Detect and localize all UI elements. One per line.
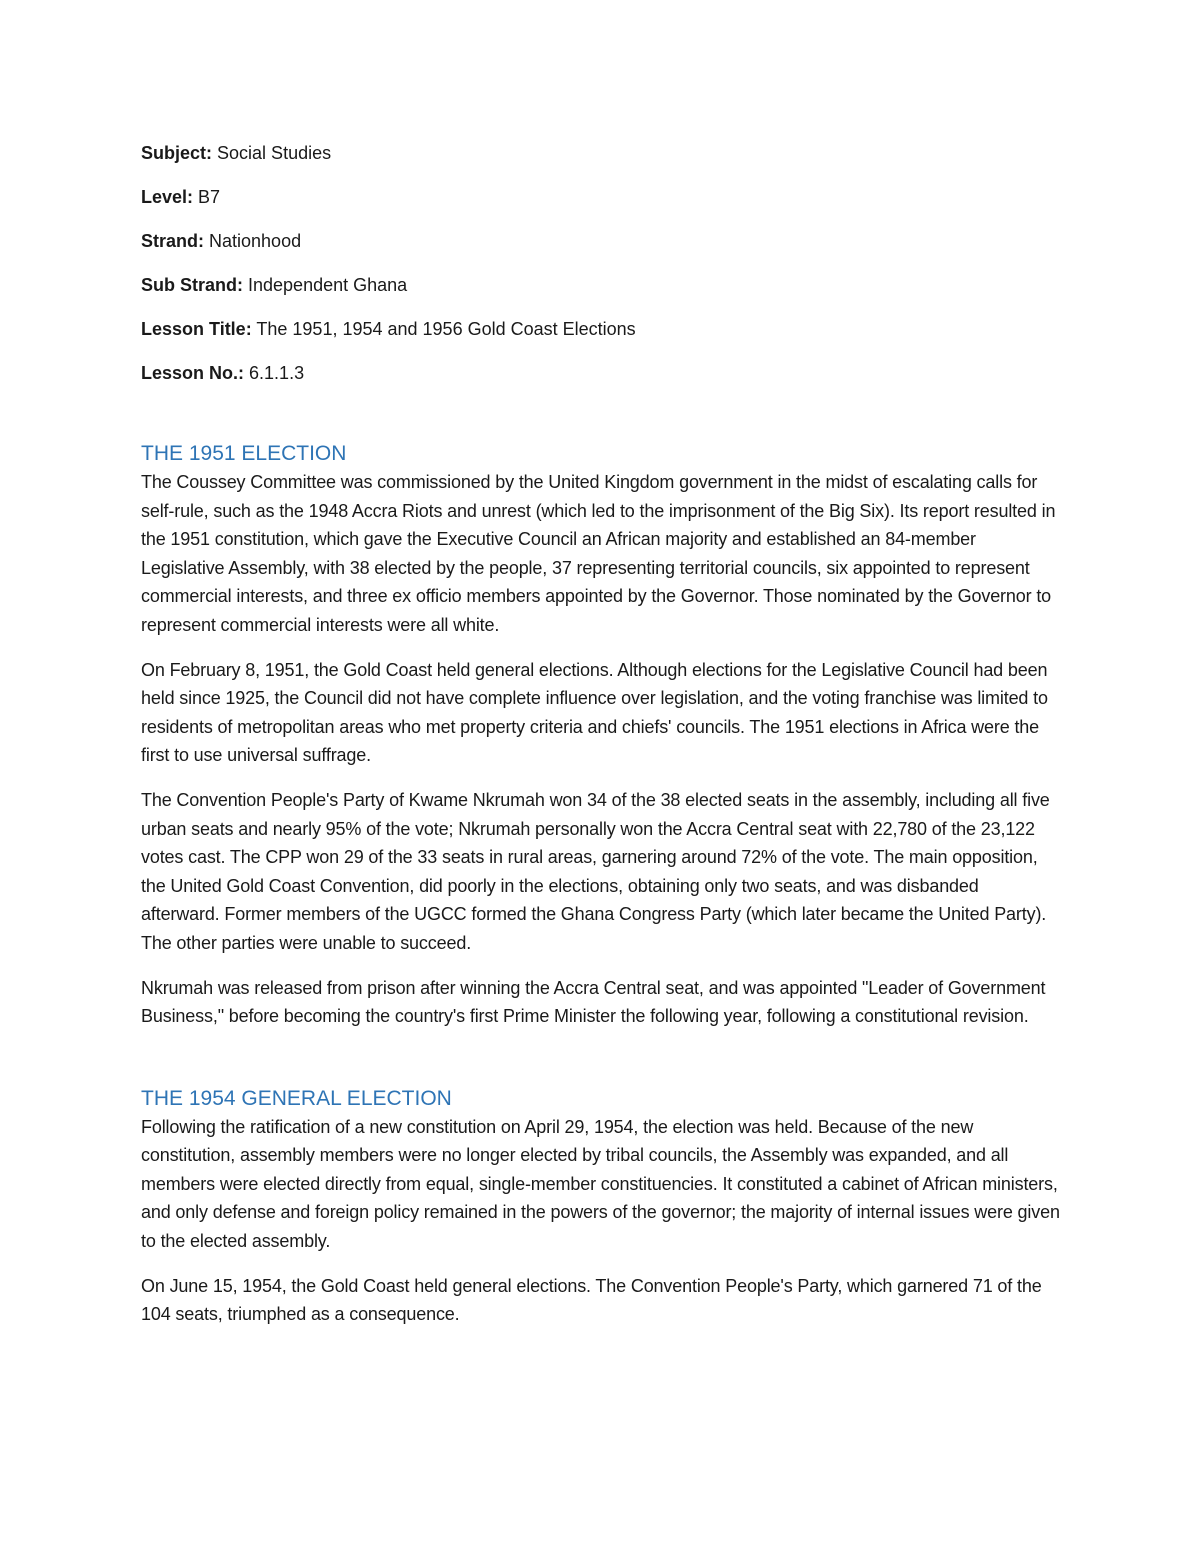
subject-label: Subject: xyxy=(141,143,213,163)
lesson-title-value: The 1951, 1954 and 1956 Gold Coast Elections xyxy=(256,319,636,339)
sub-strand-line xyxy=(141,270,1061,300)
section-heading: THE 1954 GENERAL ELECTION xyxy=(141,1086,452,1110)
paragraph: On June 15, 1954, the Gold Coast held general elections. The Convention People's Party, which garnered 71 of the 104 seats, triumphed as a consequence. xyxy=(141,1275,1042,1325)
lesson-no-value: 6.1.1.3 xyxy=(249,363,305,383)
lesson-no-label: Lesson No.: xyxy=(141,363,245,383)
lesson-no-line xyxy=(141,358,1061,388)
sub-strand-label: Sub Strand: xyxy=(141,275,243,295)
paragraph: On February 8, 1951, the Gold Coast held general elections. Although elections for the Legislative Council had been held since 1925, the Council did not have complete influence over legislation, and the voting franchise was limited to residents of metropolitan areas who met property criteria and chiefs' councils. The 1951 elections in Africa were the first to use universal suffrage. xyxy=(141,659,1048,766)
strand-line xyxy=(141,226,1061,256)
level-label: Level: xyxy=(141,187,194,207)
subject-value: Social Studies xyxy=(217,143,332,163)
section-1951-election xyxy=(141,440,1061,1031)
paragraph: Following the ratification of a new constitution on April 29, 1954, the election was held. Because of the new constitution, assembly members were no longer elected by tribal councils, the Assembly was expanded, and all members were elected directly from equal, single-member constituencies. It constituted a cabinet of African ministers, and only defense and foreign policy remained in the powers of the governor; the majority of internal issues were given to the elected assembly. xyxy=(141,1116,1060,1252)
section-heading: THE 1951 ELECTION xyxy=(141,442,347,465)
paragraph: Nkrumah was released from prison after winning the Accra Central seat, and was appointed "Leader of Government Business," before becoming the country's first Prime Minister the following year, following a constitutional revision. xyxy=(141,977,1046,1027)
level-value: B7 xyxy=(198,187,221,207)
lesson-title-label: Lesson Title: xyxy=(141,319,252,339)
document-page xyxy=(141,138,1061,1345)
lesson-title-line xyxy=(141,314,1061,344)
lesson-metadata xyxy=(141,138,1061,388)
section-1954-general-election xyxy=(141,1085,1061,1329)
level-line xyxy=(141,182,1061,212)
paragraph: The Convention People's Party of Kwame Nkrumah won 34 of the 38 elected seats in the assembly, including all five urban seats and nearly 95% of the vote; Nkrumah personally won the Accra Central seat with 22,780 of the 23,122 votes cast. The CPP won 29 of the 33 seats in rural areas, garnering around 72% of the vote. The main opposition, the United Gold Coast Convention, did poorly in the elections, obtaining only two seats, and was disbanded afterward. Former members of the UGCC formed the Ghana Congress Party (which later became the United Party). The other parties were unable to succeed. xyxy=(141,789,1050,953)
sub-strand-value: Independent Ghana xyxy=(248,275,408,295)
paragraph: The Coussey Committee was commissioned by the United Kingdom government in the midst of escalating calls for self-rule, such as the 1948 Accra Riots and unrest (which led to the imprisonment of the Big Six). Its report resulted in the 1951 constitution, which gave the Executive Council an African majority and established an 84-member Legislative Assembly, with 38 elected by the people, 37 representing territorial councils, six appointed to represent commercial interests, and three ex officio members appointed by the Governor. Those nominated by the Governor to represent commercial interests were all white. xyxy=(141,472,1056,635)
strand-label: Strand: xyxy=(141,231,204,251)
subject-line xyxy=(141,138,1061,168)
strand-value: Nationhood xyxy=(209,231,302,251)
